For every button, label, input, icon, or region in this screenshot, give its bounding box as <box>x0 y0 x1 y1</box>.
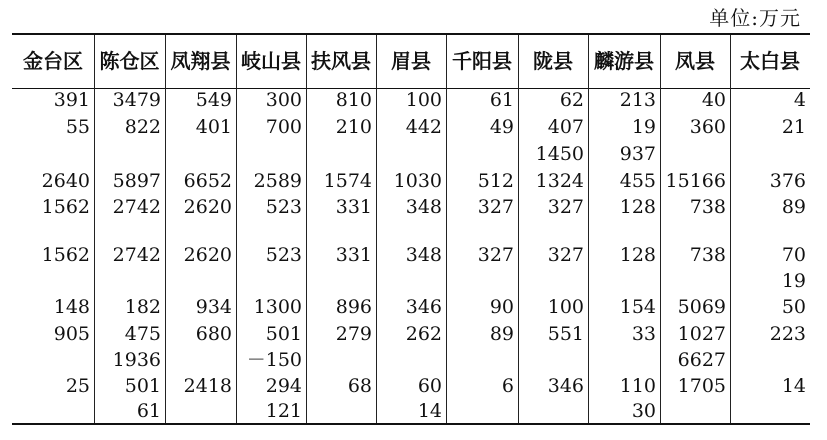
table-cell: 19 <box>781 270 806 292</box>
table-cell: 30 <box>631 400 656 422</box>
table-cell: 182 <box>124 296 161 318</box>
table-cell <box>94 141 161 167</box>
table-cell <box>588 268 656 294</box>
table-cell <box>165 398 232 424</box>
table-cell: 346 <box>547 375 584 397</box>
table-cell: 512 <box>477 170 514 192</box>
table-cell: －150 <box>246 349 302 371</box>
column-header: 凤翔县 <box>170 49 231 73</box>
table-cell: 300 <box>265 89 302 111</box>
table-cell: 475 <box>124 323 161 345</box>
table-cell: 2742 <box>112 196 161 218</box>
table-cell: 327 <box>547 196 584 218</box>
table-cell: 2742 <box>112 244 161 266</box>
table-cell: 2620 <box>183 244 232 266</box>
top-rule <box>12 33 810 35</box>
table-cell: 1562 <box>41 196 90 218</box>
table-cell: 21 <box>781 116 806 138</box>
table-cell <box>376 141 442 167</box>
table-cell: 896 <box>335 296 372 318</box>
column-header: 陇县 <box>533 49 573 73</box>
table-cell: 40 <box>701 89 726 111</box>
column-header: 扶风县 <box>311 49 371 73</box>
table-cell <box>376 347 442 373</box>
table-cell: 934 <box>195 296 232 318</box>
table-cell <box>165 141 232 167</box>
table-cell <box>446 398 514 424</box>
table-cell: 327 <box>477 244 514 266</box>
table-cell: 4 <box>793 89 806 111</box>
table-cell: 1936 <box>112 349 161 371</box>
table-cell <box>12 347 90 373</box>
table-cell: 210 <box>335 116 372 138</box>
table-cell: 1300 <box>253 296 302 318</box>
table-cell: 5069 <box>677 296 726 318</box>
table-cell: 376 <box>769 170 806 192</box>
unit-label: 单位:万元 <box>709 6 801 30</box>
table-cell: 50 <box>781 296 806 318</box>
table-cell: 223 <box>769 323 806 345</box>
table-cell <box>165 347 232 373</box>
table-cell: 61 <box>489 89 514 111</box>
table-cell <box>518 347 584 373</box>
column-header: 太白县 <box>740 49 800 73</box>
table-cell: 279 <box>335 323 372 345</box>
table-cell: 1574 <box>323 170 372 192</box>
table-cell: 327 <box>477 196 514 218</box>
table-cell: 61 <box>136 400 161 422</box>
table-cell: 549 <box>195 89 232 111</box>
table-cell <box>518 398 584 424</box>
table-cell: 1030 <box>393 170 442 192</box>
table-cell <box>12 398 90 424</box>
table-cell: 3479 <box>112 89 161 111</box>
table-cell <box>94 268 161 294</box>
table-cell <box>660 268 726 294</box>
table-cell <box>236 268 302 294</box>
column-header: 千阳县 <box>452 49 512 73</box>
table-cell: 213 <box>619 89 656 111</box>
table-cell: 6652 <box>183 170 232 192</box>
table-cell: 60 <box>417 375 442 397</box>
table-cell: 15166 <box>665 170 726 192</box>
table-cell: 810 <box>335 89 372 111</box>
table-cell <box>730 141 806 167</box>
table-cell <box>376 268 442 294</box>
table-cell <box>588 347 656 373</box>
table-cell: 154 <box>619 296 656 318</box>
table-cell: 442 <box>405 116 442 138</box>
table-cell: 905 <box>53 323 90 345</box>
table-cell: 523 <box>265 196 302 218</box>
table-cell: 262 <box>405 323 442 345</box>
table-cell: 1705 <box>677 375 726 397</box>
table-cell <box>446 347 514 373</box>
table-cell: 14 <box>417 400 442 422</box>
table-cell: 19 <box>631 116 656 138</box>
table-cell <box>446 141 514 167</box>
table-cell: 90 <box>489 296 514 318</box>
table-cell: 1027 <box>677 323 726 345</box>
table-cell <box>446 268 514 294</box>
table-cell: 331 <box>335 196 372 218</box>
table-cell: 401 <box>195 116 232 138</box>
table-cell <box>730 347 806 373</box>
table-cell <box>306 268 372 294</box>
table-cell: 100 <box>547 296 584 318</box>
table-cell: 70 <box>781 244 806 266</box>
table-cell: 49 <box>489 116 514 138</box>
table-cell <box>306 347 372 373</box>
table-cell: 294 <box>265 375 302 397</box>
table-cell: 68 <box>347 375 372 397</box>
table-cell: 346 <box>405 296 442 318</box>
table-cell: 2589 <box>253 170 302 192</box>
column-header: 岐山县 <box>241 49 301 73</box>
table-cell <box>236 141 302 167</box>
table-cell <box>165 268 232 294</box>
column-header: 麟游县 <box>594 49 654 73</box>
table-cell: 2620 <box>183 196 232 218</box>
table-cell: 327 <box>547 244 584 266</box>
table-cell: 2640 <box>41 170 90 192</box>
table-cell: 680 <box>195 323 232 345</box>
table-cell <box>12 141 90 167</box>
table-cell: 121 <box>265 400 302 422</box>
table-cell: 407 <box>547 116 584 138</box>
table-cell: 738 <box>689 244 726 266</box>
table-cell: 6 <box>501 375 514 397</box>
table-cell: 937 <box>619 143 656 165</box>
table-cell: 89 <box>781 196 806 218</box>
table-cell: 523 <box>265 244 302 266</box>
column-header: 眉县 <box>391 49 431 73</box>
table-cell: 2418 <box>183 375 232 397</box>
table-cell <box>660 398 726 424</box>
table-cell: 391 <box>53 89 90 111</box>
column-header: 金台区 <box>23 49 83 73</box>
table-cell: 501 <box>265 323 302 345</box>
table-cell: 1562 <box>41 244 90 266</box>
column-header: 陈仓区 <box>99 49 160 73</box>
table-cell: 62 <box>559 89 584 111</box>
table-cell: 14 <box>781 375 806 397</box>
table-cell: 148 <box>53 296 90 318</box>
table-cell <box>660 141 726 167</box>
table-cell: 128 <box>619 244 656 266</box>
table-cell: 100 <box>405 89 442 111</box>
table-cell: 5897 <box>112 170 161 192</box>
table-cell: 89 <box>489 323 514 345</box>
table-cell: 1450 <box>535 143 584 165</box>
table-cell: 551 <box>547 323 584 345</box>
table-cell: 25 <box>65 375 90 397</box>
table-cell <box>518 268 584 294</box>
table-cell: 738 <box>689 196 726 218</box>
table-cell: 700 <box>265 116 302 138</box>
table-cell <box>12 268 90 294</box>
table-cell: 331 <box>335 244 372 266</box>
table-cell: 501 <box>124 375 161 397</box>
table-cell: 348 <box>405 196 442 218</box>
table-cell: 55 <box>65 116 90 138</box>
table-cell: 128 <box>619 196 656 218</box>
table-cell: 1324 <box>535 170 584 192</box>
table-cell: 822 <box>124 116 161 138</box>
table-cell: 360 <box>689 116 726 138</box>
table-cell: 6627 <box>677 349 726 371</box>
table-cell: 110 <box>619 375 656 397</box>
table-cell <box>306 398 372 424</box>
table-cell: 33 <box>631 323 656 345</box>
table-cell <box>730 398 806 424</box>
table-cell: 348 <box>405 244 442 266</box>
table-cell <box>306 141 372 167</box>
table-cell: 455 <box>619 170 656 192</box>
column-header: 凤县 <box>675 49 715 73</box>
